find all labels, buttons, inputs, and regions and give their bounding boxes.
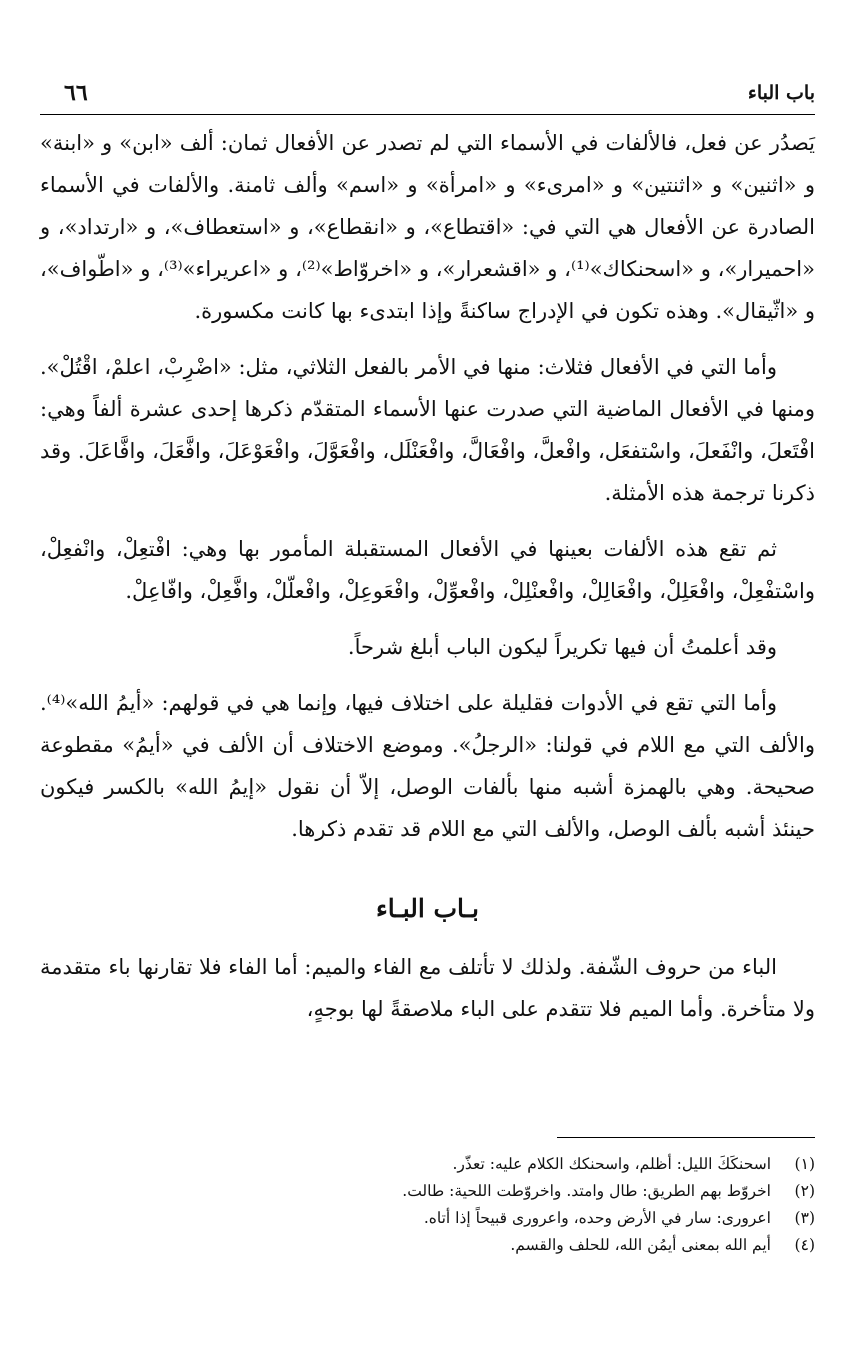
paragraph-future-verbs: ثم تقع هذه الألفات بعينها في الأفعال المستقبلة المأمور بها وهي: افْتعِلْ، وانْفعِلْ، واسْتفْعِلْ، وافْعَلِلْ، وافْعَالِلْ، وافْعنْلِلْ، وافْعوِّلْ، وافْعَوعِلْ، وافْعلّلْ، وافَّعِلْ، وافّاعِلْ. <box>40 537 815 603</box>
section-heading: بـاب البـاء <box>376 894 479 923</box>
paragraph-section-ba: الباء من حروف الشّفة. ولذلك لا تأتلف مع الفاء والميم: أما الفاء فلا تقارنها باء متقدمة ولا متأخرة. وأما الميم فلا تتقدم على الباء ملاصقةً لها بوجهٍ، <box>40 955 815 1021</box>
page-number: ٦٦ <box>64 80 88 106</box>
paragraph-note: وقد أعلمتُ أن فيها تكريراً ليكون الباب أبلغ شرحاً. <box>347 635 777 659</box>
footnote-text: اعرورى: سار في الأرض وحده، واعرورى قبيحاً إذا أتاه. <box>423 1209 771 1227</box>
footnote-text: أيم الله بمعنى أيمُن الله، للحلف والقسم. <box>510 1236 771 1254</box>
footnote-number: (٣) <box>794 1209 815 1227</box>
footnote-text: اسحنكَكَ الليل: أظلم، واسحنكك الكلام عليه: تعذّر. <box>452 1155 771 1173</box>
running-title: باب الباء <box>747 82 815 104</box>
footnote-item <box>40 1232 815 1259</box>
footnote-number: (٤) <box>794 1236 815 1254</box>
footnote-item <box>40 1151 815 1178</box>
footnote-item <box>40 1178 815 1205</box>
body-text <box>40 122 815 1030</box>
paragraph-particles: وأما التي تقع في الأدوات فقليلة على اختلاف فيها، وإنما هي في قولهم: «أيمُ الله»⁽⁴⁾. والألف التي مع اللام في قولنا: «الرجلُ». وموضع الاختلاف أن الألف في «أيمُ» مقطوعة صحيحة. وهي بالهمزة أشبه منها بألفات الوصل، إلاّ أن نقول «إيمُ الله» بالكسر فيكون حينئذ أشبه بألف الوصل، والألف التي مع اللام قد تقدم ذكرها. <box>40 691 815 841</box>
running-header <box>40 80 815 115</box>
footnote-text: اخروّط بهم الطريق: طال وامتد. واخروّطت اللحية: طالت. <box>402 1182 771 1200</box>
footnote-rule <box>557 1137 815 1138</box>
footnote-number: (٢) <box>794 1182 815 1200</box>
footnote-item <box>40 1205 815 1232</box>
footnotes <box>40 1151 815 1259</box>
paragraph-verbs: وأما التي في الأفعال فثلاث: منها في الأمر بالفعل الثلاثي، مثل: «اضْرِبْ، اعلمْ، اقْتُلْ». ومنها في الأفعال الماضية التي صدرت عنها الأسماء المتقدّم ذكرها إحدى عشرة ألفاً وهي: افْتَعلَ، وانْفَعلَ، واسْتفعَل، وافْعلَّ، وافْعَالَّ، وافْعَنْلَل، وافْعَوَّلَ، وافْعَوْعَلَ، وافَّعَلَ، وافَّاعَلَ. وقد ذكرنا ترجمة هذه الأمثلة. <box>40 355 815 505</box>
footnote-number: (١) <box>794 1155 815 1173</box>
paragraph-continuation: يَصدُر عن فعل، فالألفات في الأسماء التي لم تصدر عن الأفعال ثمان: ألف «ابن» و «ابنة» و «اثنين» و «اثنتين» و «امرىء» و «امرأة» و «اسم» وألف ثامنة. والألفات في الأسماء الصادرة عن الأفعال هي التي في: «اقتطاع»، و «انقطاع»، و «استعطاف»، و «ارتداد»، و «احميرار»، و «اسحنكاك»⁽¹⁾، و «اقشعرار»، و «اخروّاط»⁽²⁾، و «اعريراء»⁽³⁾، و «اطّواف»، و «اثّيقال». وهذه تكون في الإدراج ساكنةً وإذا ابتدىء بها كانت مكسورة. <box>40 131 815 323</box>
